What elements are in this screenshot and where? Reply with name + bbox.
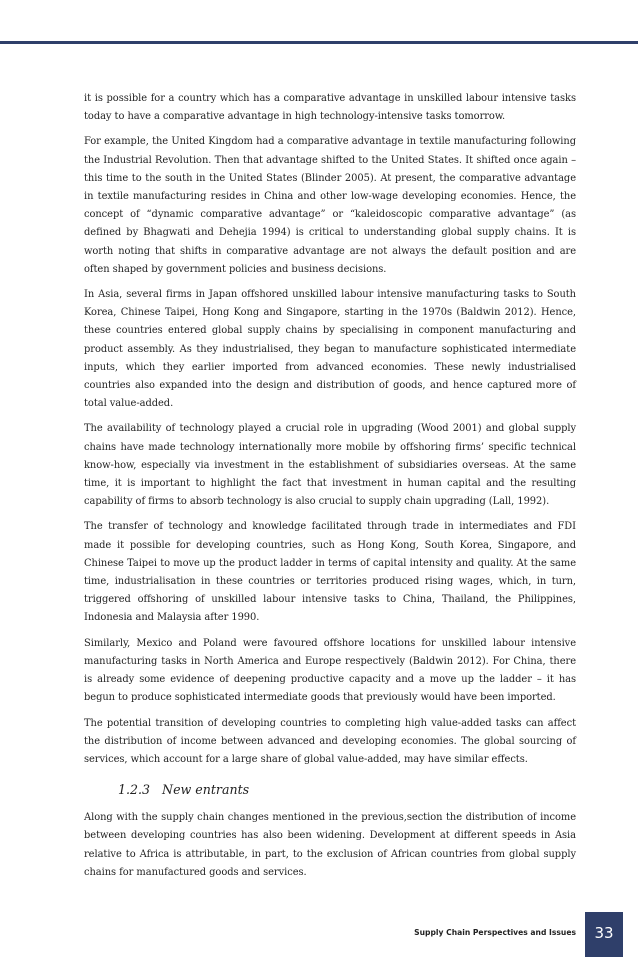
paragraph: Along with the supply chain changes mentioned in the previous,section the distribution of income between developing countries has also been widening. Development at different speeds in Asia relative to Africa is attributable, in part, to the exclusion of African countries from global supply chains for manufactured goods and services. (84, 812, 576, 878)
section-heading: 1.2.3 New entrants (118, 782, 250, 798)
running-footer-title: Supply Chain Perspectives and Issues (414, 928, 576, 937)
paragraph: The availability of technology played a crucial role in upgrading (Wood 2001) and global supply chains have made technology internationally more mobile by offshoring firms’ specific technical know-how, especially via investment in the establishment of subsidiaries overseas. At the same time, it is important to highlight the fact that investment in human capital and the resulting capability of firms to absorb technology is also crucial to supply chain upgrading (Lall, 1992). (84, 423, 576, 508)
paragraph: For example, the United Kingdom had a comparative advantage in textile manufacturing following the Industrial Revolution. Then that advantage shifted to the United States. It shifted once again – this time to the south in the United States (Blinder 2005). At present, the comparative advantage in textile manufacturing resides in China and other low-wage developing economies. Hence, the concept of “dynamic comparative advantage” or “kaleidoscopic comparative advantage” (as defined by Bhagwati and Dehejia 1994) is critical to understanding global supply chains. It is worth noting that shifts in comparative advantage are not always the default position and are often shaped by government policies and business decisions. (84, 136, 576, 275)
paragraph: Similarly, Mexico and Poland were favoured offshore locations for unskilled labour intensive manufacturing tasks in North America and Europe respectively (Baldwin 2012). For China, there is already some evidence of deepening productive capacity and a move up the ladder – it has begun to produce sophisticated intermediate goods that previously would have been imported. (84, 637, 576, 704)
paragraph: The potential transition of developing countries to completing high value-added tasks can affect the distribution of income between advanced and developing economies. The global sourcing of services, which account for a large share of global value-added, may have similar effects. (84, 717, 576, 765)
paragraph: it is possible for a country which has a comparative advantage in unskilled labour intensive tasks today to have a comparative advantage in high technology-intensive tasks tomorrow. (84, 93, 576, 123)
page-body (84, 90, 576, 889)
paragraph: In Asia, several firms in Japan offshored unskilled labour intensive manufacturing tasks to South Korea, Chinese Taipei, Hong Kong and Singapore, starting in the 1970s (Baldwin 2012). Hence, these countries entered global supply chains by specialising in component manufacturing and product assembly. As they industrialised, they began to manufacture sophisticated intermediate inputs, which they earlier imported from advanced economies. These newly industrialised countries also expanded into the design and distribution of goods, and hence captured more of total value-added. (84, 289, 576, 410)
header-rule (0, 41, 638, 44)
page-number: 33 (585, 912, 623, 957)
paragraph: The transfer of technology and knowledge facilitated through trade in intermediates and FDI made it possible for developing countries, such as Hong Kong, South Korea, Singapore, and Chinese Taipei to move up the product ladder in terms of capital intensity and quality. At the same time, industrialisation in these countries or territories produced rising wages, which, in turn, triggered offshoring of unskilled labour intensive tasks to China, Thailand, the Philippines, Indonesia and Malaysia after 1990. (84, 521, 576, 624)
